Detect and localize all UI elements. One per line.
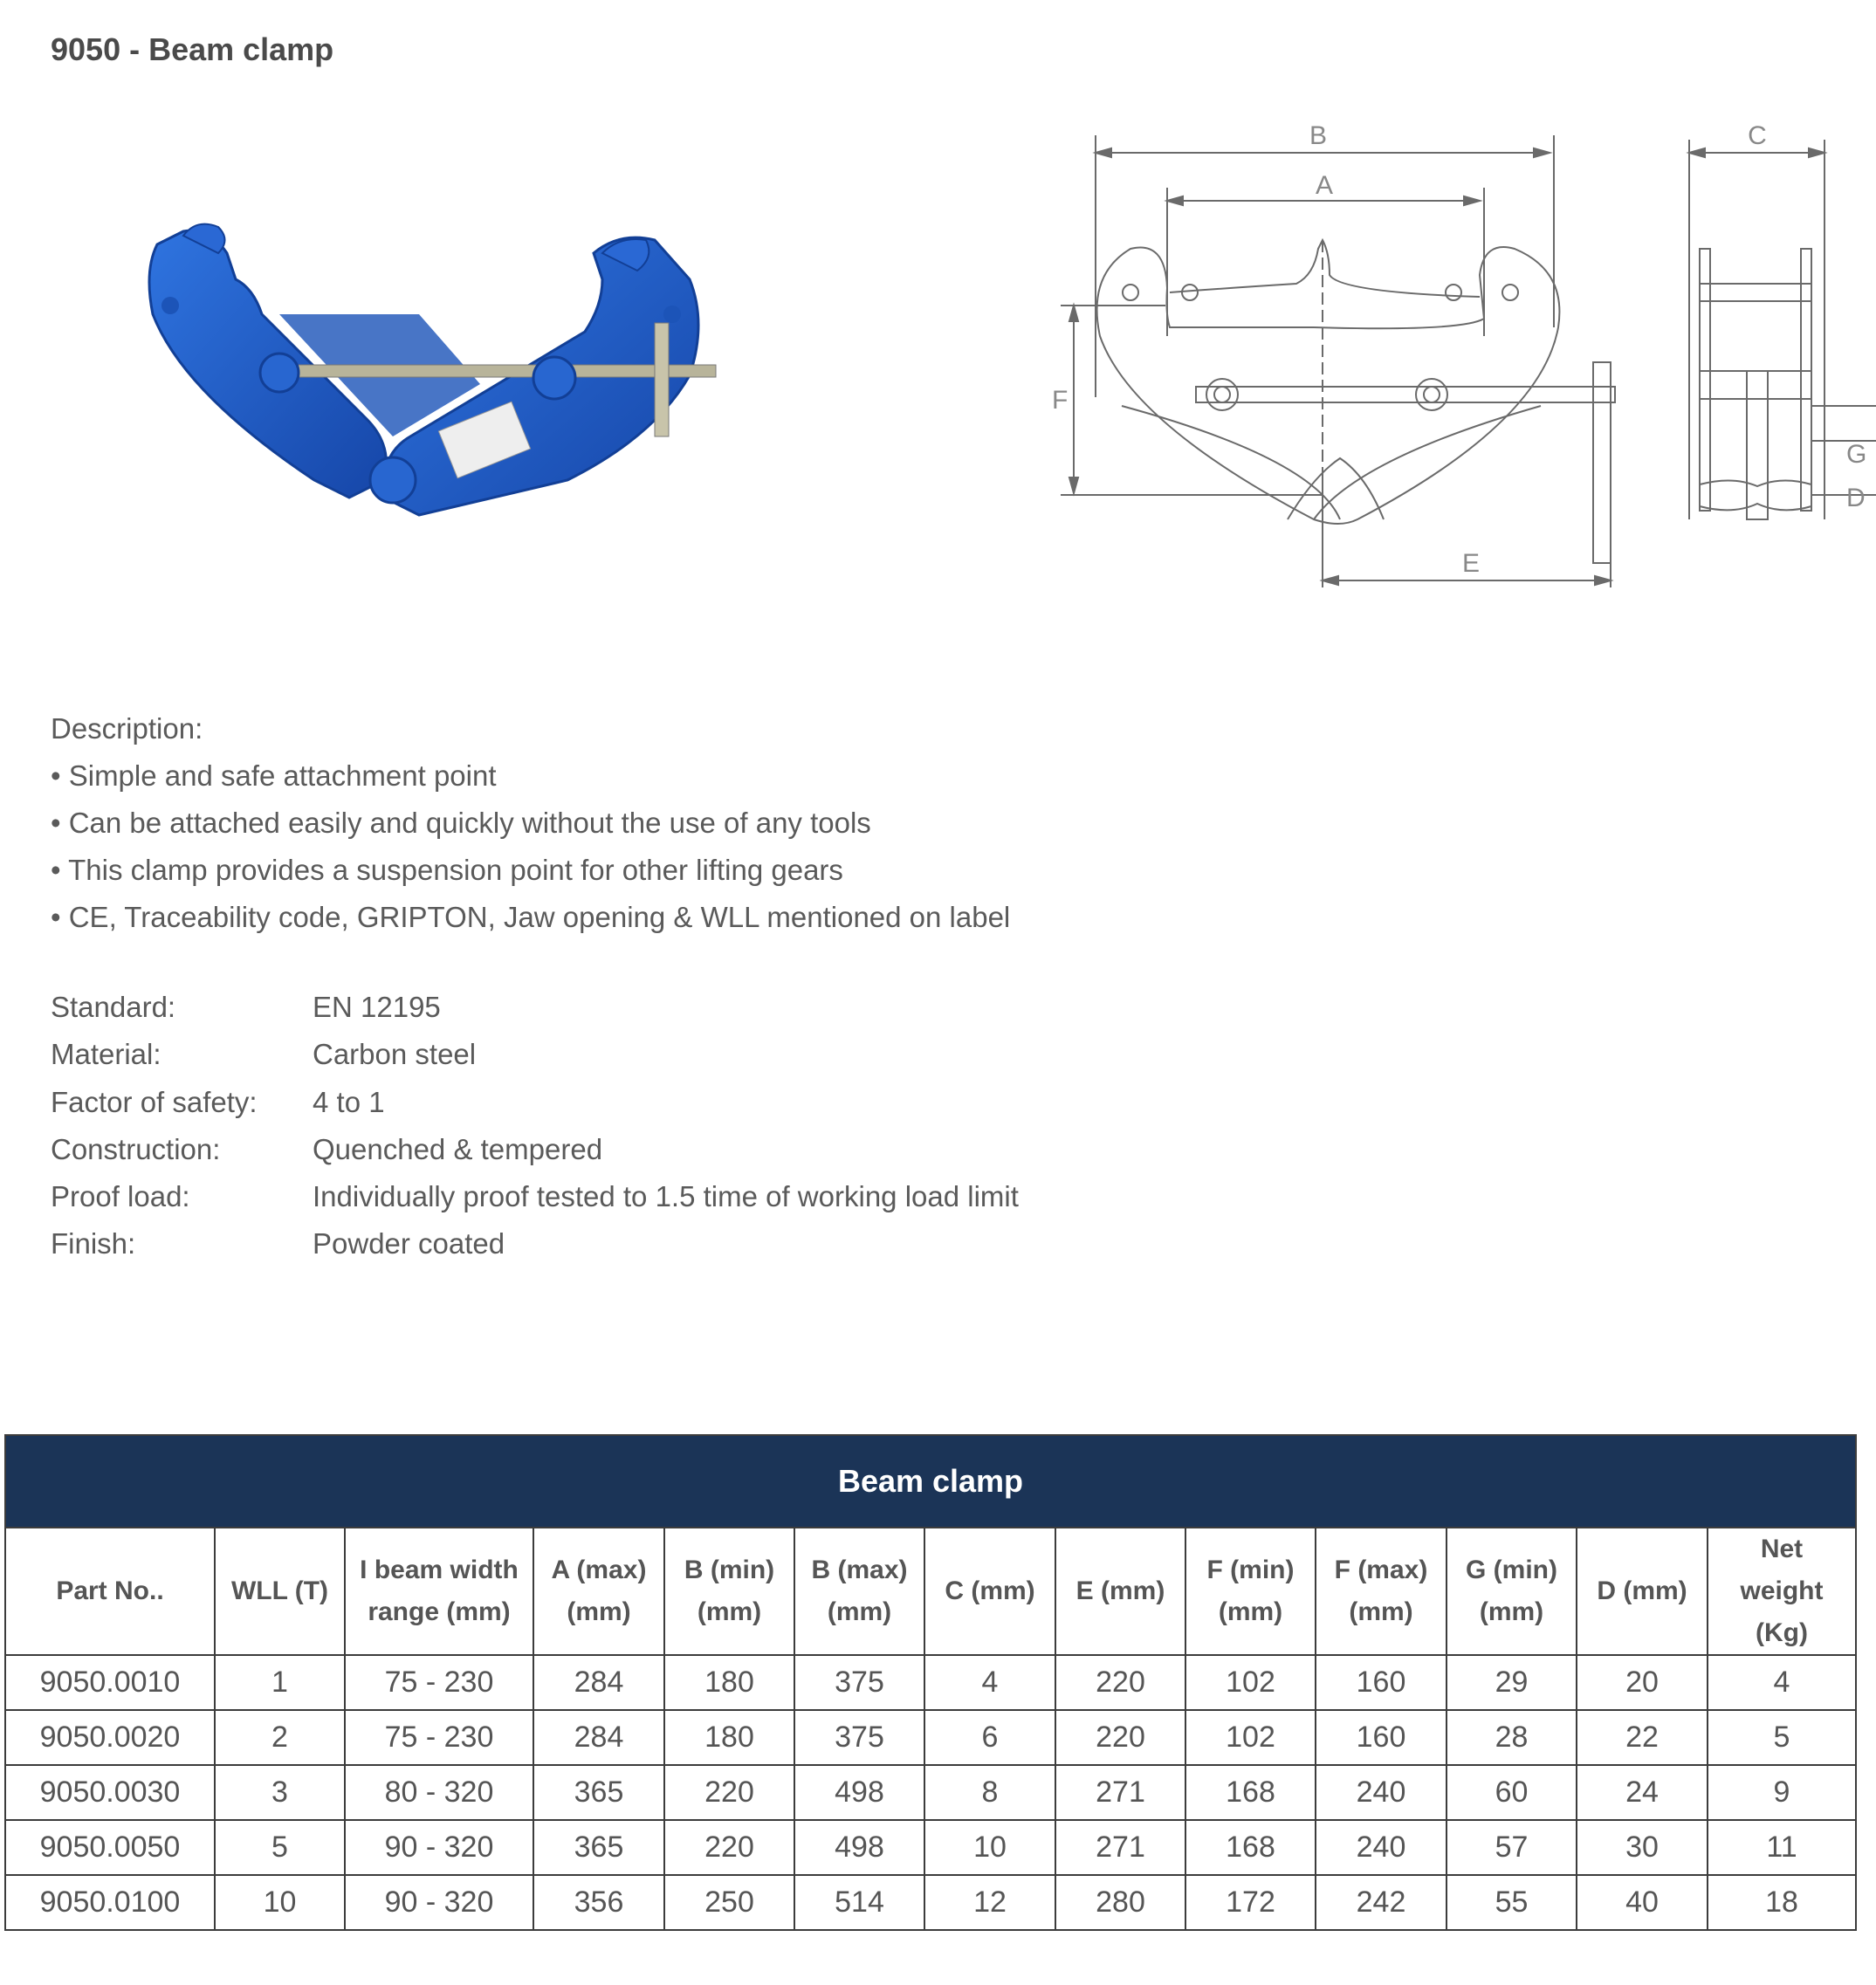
table-header-row: [5, 1528, 1856, 1655]
table-cell: 280: [1055, 1875, 1185, 1930]
description-heading: Description:: [51, 712, 203, 745]
column-header-line: (mm): [1218, 1597, 1283, 1626]
spec-label: Construction:: [51, 1132, 221, 1165]
spec-label: Proof load:: [51, 1180, 190, 1213]
column-header-line: weight: [1740, 1576, 1824, 1605]
dim-label-c: C: [1748, 121, 1767, 150]
dim-label-d: D: [1846, 484, 1866, 512]
table-cell: 498: [794, 1765, 924, 1820]
description-bullet: • CE, Traceability code, GRIPTON, Jaw opening & WLL mentioned on label: [51, 901, 1011, 933]
table-cell: 172: [1185, 1875, 1316, 1930]
column-header-line: range (mm): [368, 1597, 511, 1626]
table-cell: 3: [215, 1765, 345, 1820]
column-header-line: Net: [1760, 1535, 1804, 1563]
spec-label: Material:: [51, 1038, 161, 1071]
table-cell: 5: [1708, 1710, 1856, 1765]
spec-label: Standard:: [51, 991, 176, 1023]
table-cell: 4: [1708, 1655, 1856, 1710]
column-header: [1447, 1528, 1577, 1655]
table-cell: 180: [664, 1655, 794, 1710]
description-bullet: • This clamp provides a suspension point for other lifting gears: [51, 854, 843, 886]
table-cell: 9: [1708, 1765, 1856, 1820]
table-cell: 240: [1316, 1765, 1447, 1820]
table-cell: 75 - 230: [345, 1655, 533, 1710]
description-bullet: • Can be attached easily and quickly without the use of any tools: [51, 807, 871, 839]
table-cell: 220: [664, 1765, 794, 1820]
column-header-line: F (min): [1206, 1556, 1295, 1584]
column-header-line: B (max): [811, 1556, 908, 1584]
spec-value: Individually proof tested to 1.5 time of working load limit: [313, 1180, 1019, 1213]
table-cell: 160: [1316, 1655, 1447, 1710]
table-cell: 60: [1447, 1765, 1577, 1820]
dim-label-e: E: [1461, 549, 1481, 578]
table-cell: 242: [1316, 1875, 1447, 1930]
spec-value: Powder coated: [313, 1227, 505, 1260]
column-header: [1316, 1528, 1447, 1655]
table-cell: 18: [1708, 1875, 1856, 1930]
table-cell: 375: [794, 1710, 924, 1765]
table-cell: 90 - 320: [345, 1875, 533, 1930]
table-cell: 240: [1316, 1820, 1447, 1875]
table-cell: 365: [533, 1765, 664, 1820]
column-header-line: F (max): [1334, 1556, 1428, 1584]
table-cell: 250: [664, 1875, 794, 1930]
table-cell: 356: [533, 1875, 664, 1930]
column-header: [1577, 1528, 1708, 1655]
column-header-line: D (mm): [1597, 1576, 1687, 1605]
table-row: [5, 1765, 1856, 1820]
table-cell: 5: [215, 1820, 345, 1875]
table-cell: 9050.0100: [5, 1875, 215, 1930]
table-cell: 180: [664, 1710, 794, 1765]
table-cell: 6: [924, 1710, 1055, 1765]
table-cell: 30: [1577, 1820, 1708, 1875]
column-header-line: I beam width: [360, 1556, 519, 1584]
table-cell: 9050.0010: [5, 1655, 215, 1710]
table-cell: 80 - 320: [345, 1765, 533, 1820]
column-header-line: (Kg): [1756, 1618, 1808, 1647]
column-header-line: B (min): [684, 1556, 775, 1584]
table-cell: 271: [1055, 1765, 1185, 1820]
dim-label-g: G: [1846, 440, 1867, 469]
column-header: [1708, 1528, 1856, 1655]
column-header: [1185, 1528, 1316, 1655]
table-row: [5, 1710, 1856, 1765]
table-cell: 365: [533, 1820, 664, 1875]
column-header-line: (mm): [1479, 1597, 1544, 1626]
specifications-section: [51, 984, 1019, 1268]
table-cell: 4: [924, 1655, 1055, 1710]
table-cell: 498: [794, 1820, 924, 1875]
column-header-line: Part No..: [56, 1576, 164, 1605]
table-cell: 10: [924, 1820, 1055, 1875]
column-header: [215, 1528, 345, 1655]
column-header: [5, 1528, 215, 1655]
column-header-line: G (min): [1466, 1556, 1557, 1584]
spec-row-construction: [51, 1126, 1019, 1173]
column-header: [924, 1528, 1055, 1655]
dim-label-b: B: [1309, 121, 1328, 150]
table-cell: 28: [1447, 1710, 1577, 1765]
table-cell: 22: [1577, 1710, 1708, 1765]
description-bullet: • Simple and safe attachment point: [51, 759, 497, 792]
table-cell: 220: [1055, 1655, 1185, 1710]
column-header-line: (mm): [827, 1597, 892, 1626]
page-title: 9050 - Beam clamp: [51, 31, 334, 67]
table-cell: 10: [215, 1875, 345, 1930]
column-header: [345, 1528, 533, 1655]
dim-label-a: A: [1315, 171, 1334, 200]
spec-label: Finish:: [51, 1227, 136, 1260]
spec-row-factor-of-safety: [51, 1079, 1019, 1126]
table-cell: 168: [1185, 1765, 1316, 1820]
column-header-line: WLL (T): [230, 1576, 329, 1605]
table-cell: 102: [1185, 1710, 1316, 1765]
spec-label: Factor of safety:: [51, 1085, 258, 1118]
table-cell: 55: [1447, 1875, 1577, 1930]
table-cell: 8: [924, 1765, 1055, 1820]
table-cell: 168: [1185, 1820, 1316, 1875]
beam-clamp-table: [4, 1434, 1857, 1931]
column-header-line: (mm): [1349, 1597, 1413, 1626]
table-cell: 284: [533, 1710, 664, 1765]
column-header: [664, 1528, 794, 1655]
table-cell: 90 - 320: [345, 1820, 533, 1875]
table-cell: 11: [1708, 1820, 1856, 1875]
table-cell: 24: [1577, 1765, 1708, 1820]
dim-label-f: F: [1052, 386, 1069, 415]
column-header-line: C (mm): [945, 1576, 1035, 1605]
spec-row-standard: [51, 984, 1019, 1031]
table-cell: 9050.0030: [5, 1765, 215, 1820]
table-caption: Beam clamp: [5, 1435, 1856, 1528]
spec-row-proof-load: [51, 1173, 1019, 1220]
column-header: [794, 1528, 924, 1655]
spec-value: 4 to 1: [313, 1085, 385, 1118]
spec-value: Carbon steel: [313, 1038, 477, 1071]
column-header: [533, 1528, 664, 1655]
spec-row-finish: [51, 1220, 1019, 1267]
spec-value: EN 12195: [313, 991, 441, 1023]
table-cell: 220: [664, 1820, 794, 1875]
column-header-line: E (mm): [1075, 1576, 1165, 1605]
table-cell: 2: [215, 1710, 345, 1765]
table-cell: 75 - 230: [345, 1710, 533, 1765]
table-row: [5, 1875, 1856, 1930]
table-cell: 514: [794, 1875, 924, 1930]
table-cell: 160: [1316, 1710, 1447, 1765]
table-cell: 220: [1055, 1710, 1185, 1765]
table-row: [5, 1655, 1856, 1710]
table-cell: 12: [924, 1875, 1055, 1930]
column-header-line: (mm): [697, 1597, 762, 1626]
table-cell: 9050.0050: [5, 1820, 215, 1875]
table-cell: 271: [1055, 1820, 1185, 1875]
table-cell: 40: [1577, 1875, 1708, 1930]
table-cell: 1: [215, 1655, 345, 1710]
table-cell: 284: [533, 1655, 664, 1710]
table-cell: 102: [1185, 1655, 1316, 1710]
table-cell: 9050.0020: [5, 1710, 215, 1765]
spec-value: Quenched & tempered: [313, 1132, 603, 1165]
table-cell: 20: [1577, 1655, 1708, 1710]
column-header-line: (mm): [567, 1597, 631, 1626]
table-row: [5, 1820, 1856, 1875]
dimension-drawing: [1052, 109, 1876, 598]
table-cell: 29: [1447, 1655, 1577, 1710]
beam-clamp-photo: [131, 218, 725, 532]
table-cell: 57: [1447, 1820, 1577, 1875]
description-section: [51, 705, 1010, 941]
column-header-line: A (max): [551, 1556, 647, 1584]
spec-row-material: [51, 1031, 1019, 1078]
table-cell: 375: [794, 1655, 924, 1710]
column-header: [1055, 1528, 1185, 1655]
